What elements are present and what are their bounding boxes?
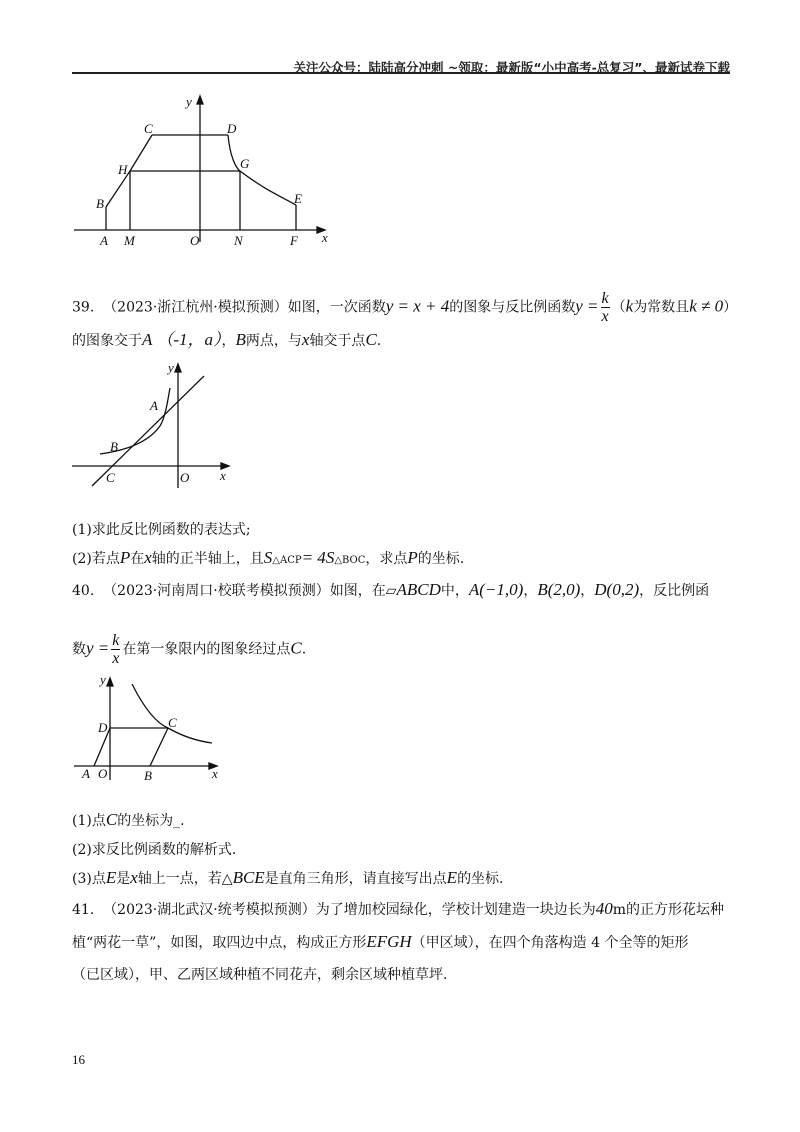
q41-line2: 植“两花一草”，如图，取四边中点，构成正方形EFGH（甲区域），在四个角落构造 4 个全等的矩形 <box>72 932 689 951</box>
fig1-label-N: N <box>234 233 243 248</box>
q41-line3: （已区域），甲、乙两区域种植不同花卉，剩余区域种植草坪. <box>72 967 448 983</box>
q40-part1: (1)点C的坐标为_. <box>72 810 185 829</box>
figure-q39 <box>70 358 240 498</box>
fig1-label-x: x <box>322 230 328 245</box>
fig1-label-G: G <box>240 156 250 171</box>
q40-fig-label-B: B <box>144 768 152 783</box>
q39-line2: 的图象交于A （-1，a），B两点，与x轴交于点C. <box>72 330 382 349</box>
q39-fig-label-y: y <box>168 360 174 375</box>
q40-fig-label-O: O <box>98 766 108 781</box>
q40-fig-label-D: D <box>98 720 108 735</box>
q39-fig-label-C: C <box>106 470 115 485</box>
q39-fig-label-B: B <box>110 439 118 454</box>
q41-line1: 41. （2023·湖北武汉·统考模拟预测）为了增加校园绿化，学校计划建造一块边长为40m的正方形花坛种 <box>72 899 724 918</box>
q40-fig-label-x: x <box>212 766 218 781</box>
q39-line1: 39. （2023·浙江杭州·模拟预测）如图，一次函数y = x + 4的图象与反比例函数y = $\frac{k}{x}$ （k为常数且k ≠ 0） <box>72 290 738 325</box>
q39-fig-label-O: O <box>180 470 190 485</box>
q39-fig-label-A: A <box>150 398 158 413</box>
fig1-label-y: y <box>186 94 192 109</box>
q40-part2: (2)求反比例函数的解析式. <box>72 842 237 858</box>
header-divider <box>72 72 730 74</box>
fig1-label-F: F <box>290 233 298 248</box>
q39-fraction: $\frac{k}{x}$ <box>601 290 609 325</box>
page-number: 16 <box>72 1052 85 1067</box>
q39-part1: (1)求此反比例函数的表达式; <box>72 522 251 538</box>
figure-trapezoid-curve <box>70 92 340 250</box>
q39-fig-label-x: x <box>220 468 226 483</box>
q40-line1: 40. （2023·河南周口·校联考模拟预测）如图，在▱ABCD中，A(−1,0)，B(2,0)，D(0,2)，反比例函 <box>72 580 710 599</box>
fig1-label-M: M <box>124 233 135 248</box>
figure-q40 <box>72 672 232 787</box>
q40-fig-label-C: C <box>168 715 177 730</box>
fig1-label-H: H <box>118 162 128 177</box>
q40-fig-label-A: A <box>82 766 90 781</box>
fig1-label-D: D <box>227 121 237 136</box>
fig1-label-A: A <box>100 233 108 248</box>
q40-fraction: $\frac{k}{x}$ <box>112 632 120 667</box>
fig1-label-B: B <box>96 196 104 211</box>
q40-part3: (3)点E是x轴上一点，若△BCE是直角三角形，请直接写出点E的坐标. <box>72 868 504 887</box>
q39-part2: (2)若点P在x轴的正半轴上，且S△ACP= 4S△BOC，求点P的坐标. <box>72 548 465 567</box>
q40-fig-label-y: y <box>100 672 106 687</box>
fig1-label-O: O <box>190 233 200 248</box>
page-header: 关注公众号：陆陆高分冲刺 ~领取：最新版“小中高考-总复习”、最新试卷下载 <box>293 60 730 75</box>
fig1-label-C: C <box>144 121 153 136</box>
fig1-label-E: E <box>294 191 302 206</box>
q40-line2: 数y = $\frac{k}{x}$ 在第一象限内的图象经过点C. <box>72 632 307 667</box>
